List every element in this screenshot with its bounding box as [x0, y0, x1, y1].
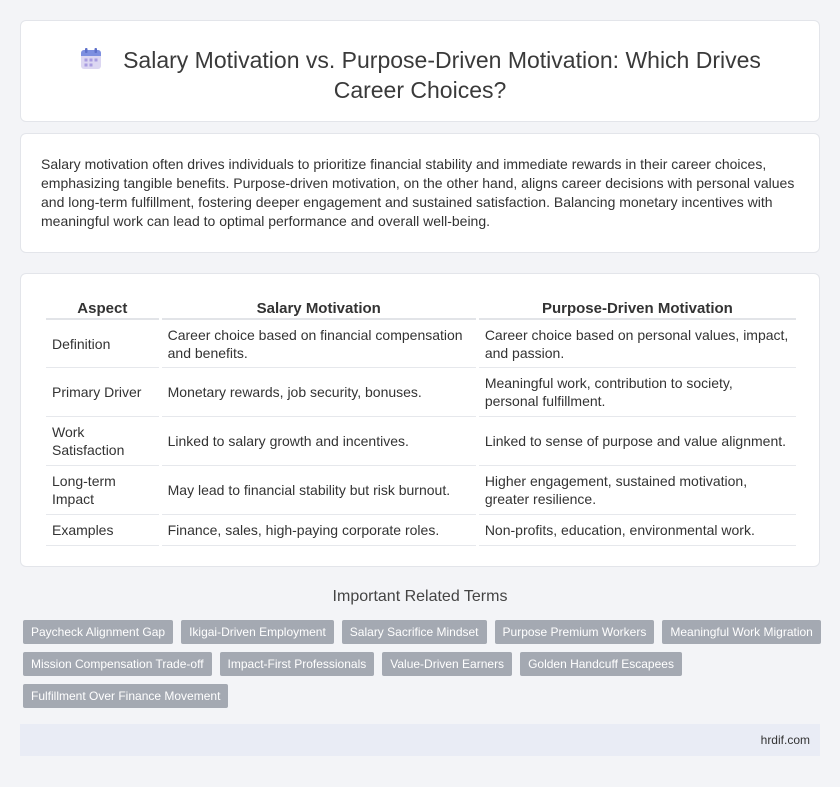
calendar-icon [79, 47, 103, 71]
header-aspect: Aspect [46, 296, 159, 320]
related-term-tag[interactable]: Golden Handcuff Escapees [520, 652, 682, 676]
row-aspect: Work Satisfaction [46, 417, 159, 466]
header-salary-motivation: Salary Motivation [162, 296, 476, 320]
related-term-tag[interactable]: Mission Compensation Trade-off [23, 652, 212, 676]
table-row [46, 417, 796, 466]
related-term-tag[interactable]: Meaningful Work Migration [662, 620, 821, 644]
related-term-tag[interactable]: Paycheck Alignment Gap [23, 620, 173, 644]
table-row [46, 320, 796, 368]
related-term-tag[interactable]: Fulfillment Over Finance Movement [23, 684, 228, 708]
row-purpose: Career choice based on personal values, impact, and passion. [479, 320, 796, 368]
table-header-row [46, 296, 796, 320]
related-term-tag[interactable]: Salary Sacrifice Mindset [342, 620, 487, 644]
row-aspect: Primary Driver [46, 368, 159, 417]
row-salary: Linked to salary growth and incentives. [162, 417, 476, 466]
header-purpose-driven-motivation: Purpose-Driven Motivation [479, 296, 796, 320]
row-aspect: Definition [46, 320, 159, 368]
table-row [46, 368, 796, 417]
row-aspect: Examples [46, 515, 159, 546]
page-title-wrap [61, 45, 779, 105]
summary-card [20, 133, 820, 253]
row-salary: May lead to financial stability but risk burnout. [162, 466, 476, 515]
row-salary: Monetary rewards, job security, bonuses. [162, 368, 476, 417]
related-terms-list [23, 620, 823, 708]
related-terms-heading: Important Related Terms [332, 588, 508, 605]
related-term-tag[interactable]: Purpose Premium Workers [495, 620, 655, 644]
related-term-tag[interactable]: Impact-First Professionals [220, 652, 375, 676]
table-row [46, 466, 796, 515]
row-salary: Career choice based on financial compensation and benefits. [162, 320, 476, 368]
page-title: Salary Motivation vs. Purpose-Driven Motivation: Which Drives Career Choices? [123, 47, 761, 103]
row-aspect: Long-term Impact [46, 466, 159, 515]
related-term-tag[interactable]: Value-Driven Earners [382, 652, 512, 676]
row-purpose: Higher engagement, sustained motivation, greater resilience. [479, 466, 796, 515]
comparison-table [43, 296, 799, 546]
row-purpose: Linked to sense of purpose and value alignment. [479, 417, 796, 466]
related-term-tag[interactable]: Ikigai-Driven Employment [181, 620, 334, 644]
comparison-table-card [20, 273, 820, 567]
footer-site-link[interactable]: hrdif.com [760, 733, 810, 747]
row-purpose: Non-profits, education, environmental work. [479, 515, 796, 546]
row-salary: Finance, sales, high-paying corporate roles. [162, 515, 476, 546]
table-row [46, 515, 796, 546]
summary-text: Salary motivation often drives individuals to prioritize financial stability and immediate rewards in their career choices, emphasizing tangible benefits. Purpose-driven motivation, on the other hand, aligns career decisions with personal values and long-term fulfillment, fostering deeper engagement and sustained satisfaction. Balancing monetary incentives with meaningful work can lead to optimal performance and overall well-being. [41, 156, 795, 229]
row-purpose: Meaningful work, contribution to society, personal fulfillment. [479, 368, 796, 417]
title-card [20, 20, 820, 122]
footer [20, 724, 820, 756]
